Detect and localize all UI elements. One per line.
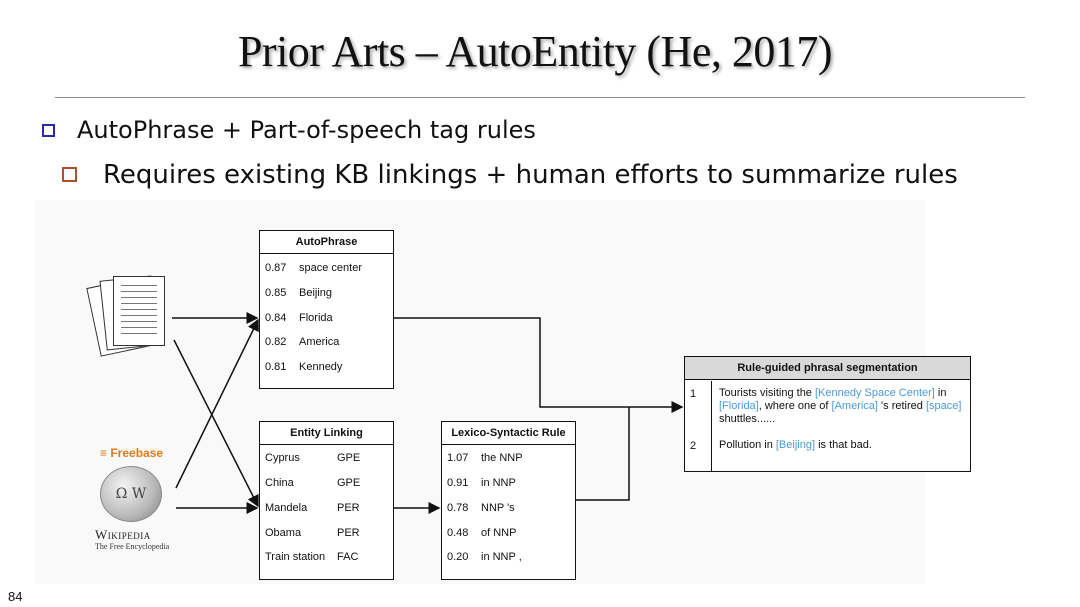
segmentation-box — [684, 356, 971, 472]
arrow-autophrase-to-segmentation — [393, 318, 682, 407]
arrow-docs-to-entitylinking — [174, 340, 258, 506]
bullet-level1-text: AutoPhrase + Part-of-speech tag rules — [77, 116, 536, 144]
highlighted-phrase: [space] — [925, 400, 962, 412]
segmentation-row-number: 1 — [690, 388, 697, 400]
segmentation-divider — [711, 381, 712, 471]
entity-linking-header: Entity Linking — [260, 422, 393, 445]
arrow-kb-to-autophrase — [176, 320, 258, 488]
entity-linking-row: Mandela PER — [265, 502, 360, 514]
lexico-row: 0.20 in NNP , — [447, 551, 522, 563]
lexico-row: 0.91 in NNP — [447, 477, 516, 489]
autophrase-row: 0.85 Beijing — [265, 287, 333, 299]
slide-title: Prior Arts – AutoEntity (He, 2017) — [237, 27, 833, 76]
freebase-logo: ≡ Freebase — [100, 446, 164, 460]
lexico-row: 0.78 NNP 's — [447, 502, 515, 514]
wikipedia-tagline: The Free Encyclopedia — [95, 542, 170, 551]
segmentation-sentence-2: Pollution in [Beijing] is that bad. — [719, 439, 872, 451]
autophrase-box — [259, 230, 394, 389]
segmentation-header: Rule-guided phrasal segmentation — [685, 357, 970, 380]
entity-linking-row: China GPE — [265, 477, 361, 489]
entity-linking-box — [259, 421, 394, 580]
autophrase-row: 0.84 Florida — [265, 312, 333, 324]
highlighted-phrase: [Florida] — [719, 400, 759, 412]
bullet-level2-text: Requires existing KB linkings + human efforts to summarize rules — [103, 160, 958, 190]
lexico-syntactic-box — [441, 421, 576, 580]
autophrase-row: 0.81 Kennedy — [265, 361, 343, 373]
entity-linking-row: Cyprus GPE — [265, 452, 361, 464]
lexico-syntactic-header: Lexico-Syntactic Rule — [442, 422, 575, 445]
lexico-row: 0.48 of NNP — [447, 527, 517, 539]
connector-lexico-to-segmentation — [576, 407, 629, 500]
page-number: 84 — [8, 589, 23, 604]
autophrase-row: 0.87 space center — [265, 262, 362, 274]
wikipedia-wordmark: Wikipedia — [95, 527, 151, 542]
entity-linking-row: Train station FAC — [265, 551, 359, 563]
highlighted-phrase: [Kennedy Space Center] — [814, 387, 935, 399]
autophrase-header: AutoPhrase — [260, 231, 393, 254]
entity-linking-row: Obama PER — [265, 527, 360, 539]
wikipedia-globe-icon: Ω W — [100, 466, 162, 522]
highlighted-phrase: [Beijing] — [775, 439, 816, 451]
highlighted-phrase: [America] — [831, 400, 878, 412]
autophrase-row: 0.82 America — [265, 336, 340, 348]
lexico-row: 1.07 the NNP — [447, 452, 523, 464]
segmentation-row-number: 2 — [690, 440, 697, 452]
segmentation-sentence-1: Tourists visiting the [Kennedy Space Center] in [Florida], where one of [America] 's retired [space] shuttles...... — [719, 387, 962, 425]
